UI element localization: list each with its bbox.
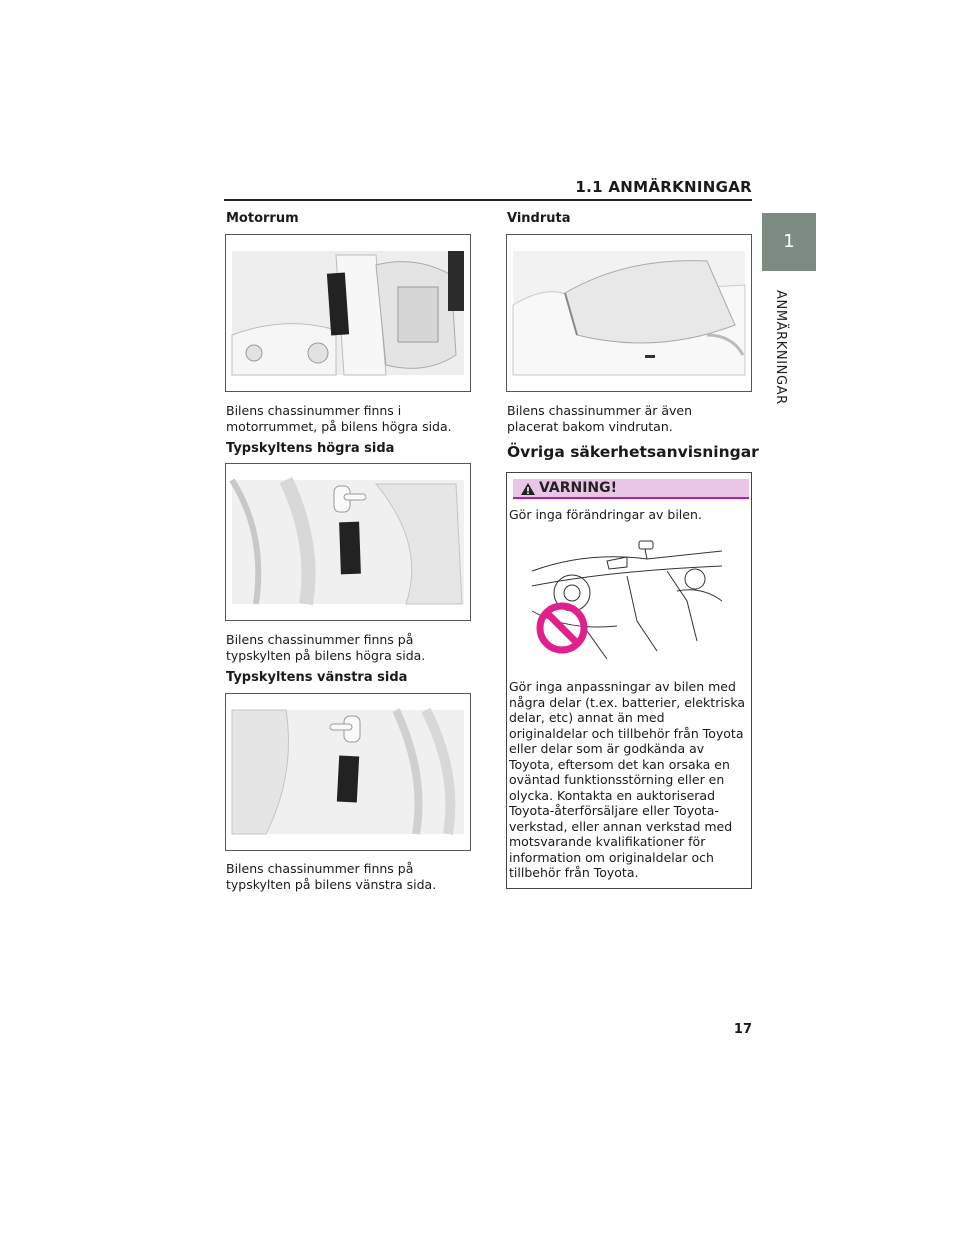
left-side-plate-image — [225, 693, 471, 851]
motorrum-heading: Motorrum — [226, 211, 299, 226]
windshield-image — [506, 234, 752, 392]
engine-room-image — [225, 234, 471, 392]
vanstra-caption: Bilens chassinummer finns på typskylten på bilens vänstra sida. — [226, 861, 437, 892]
warning-triangle-icon — [520, 481, 536, 500]
right-side-plate-image — [225, 463, 471, 621]
ovriga-heading: Övriga säkerhetsanvisningar — [507, 443, 759, 461]
motorrum-caption: Bilens chassinummer finns i motorrummet, på bilens högra sida. — [226, 403, 452, 434]
vindruta-caption: Bilens chassinummer är även placerat bakom vindrutan. — [507, 403, 693, 434]
warning-title: VARNING! — [539, 480, 618, 496]
vindruta-heading: Vindruta — [507, 211, 571, 226]
page-number: 17 — [733, 1022, 752, 1037]
chapter-side-label-container — [770, 290, 792, 405]
section-title: 1.1 ANMÄRKNINGAR — [575, 178, 752, 196]
chapter-side-label: ANMÄRKNINGAR — [773, 290, 788, 405]
warning-body: Gör inga anpassningar av bilen med några delar (t.ex. batterier, elektriska delar, etc) annat än med originaldelar och tillbehör från Toyota eller delar som är godkända av Toyota, eftersom det kan orsaka en oväntad funktionsstörning eller en olycka. Kontakta en auktoriserad Toyota-återförsäljare eller Toyota-verkstad, eller annan verkstad med motsvarande kvalifikationer för information om originaldelar och tillbehör från Toyota. — [509, 679, 745, 880]
vanstra-heading: Typskyltens vänstra sida — [226, 670, 408, 685]
hogra-heading: Typskyltens högra sida — [226, 441, 395, 456]
warning-intro: Gör inga förändringar av bilen. — [509, 507, 702, 522]
chapter-tab[interactable]: 1 — [762, 213, 816, 271]
prohibited-icon — [535, 601, 589, 659]
header-divider — [224, 199, 752, 201]
hogra-caption: Bilens chassinummer finns på typskylten på bilens högra sida. — [226, 632, 426, 663]
warning-header-bar — [513, 479, 749, 499]
warning-box — [506, 472, 752, 889]
